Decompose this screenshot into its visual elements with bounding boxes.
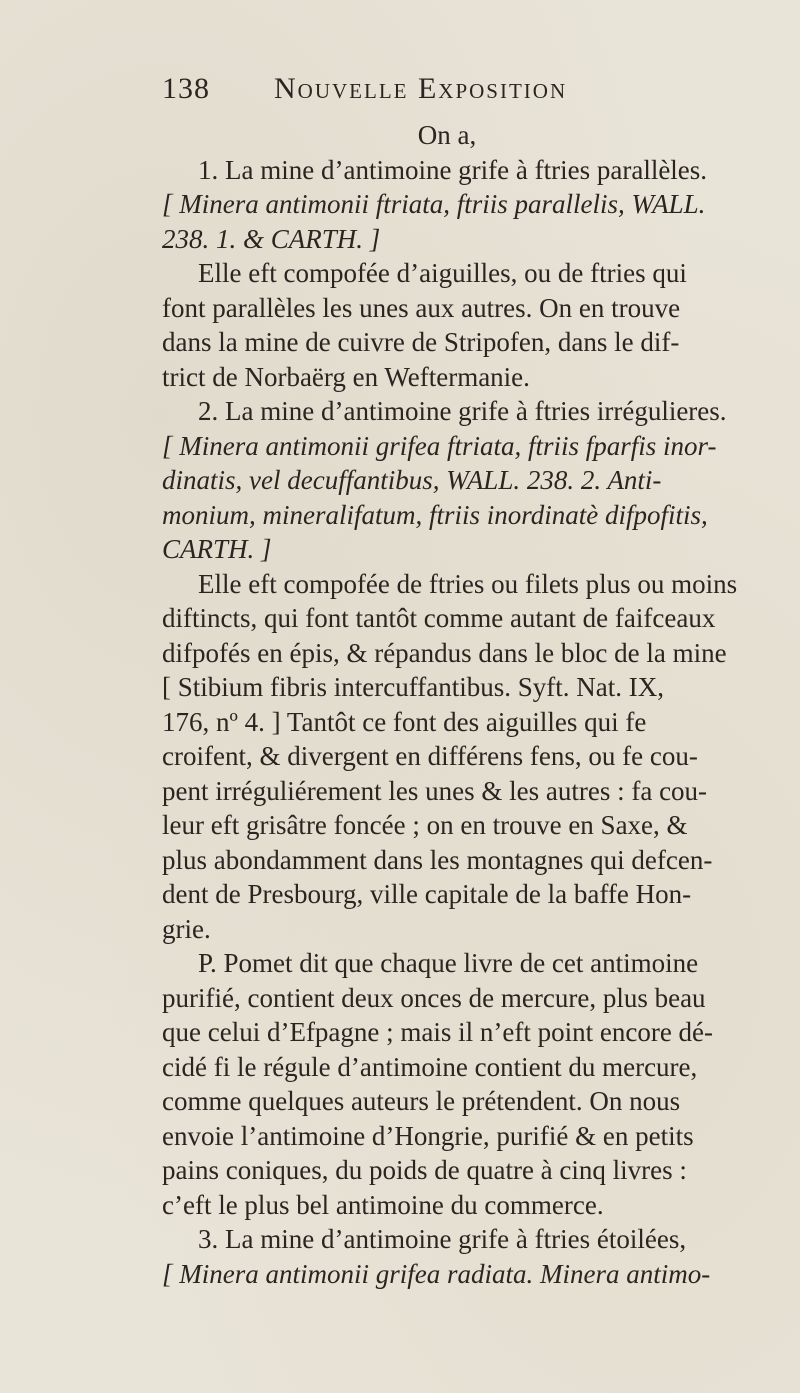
paragraph-line: c’eft le plus bel antimoine du commerce. [162,1189,604,1220]
paragraph-line: que celui d’Efpagne ; mais il n’eft point encore dé- [162,1017,714,1047]
paragraph-line: P. Pomet dit que chaque livre de cet antimoine [198,948,699,978]
paragraph-line: cidé fi le régule d’antimoine contient du mercure, [162,1051,698,1082]
entry-heading: 2. La mine d’antimoine grife à ftries irrégulieres. [198,396,727,426]
page-header [162,72,682,118]
latin-reference: [ Minera antimonii ftriata, ftriis parallelis, WALL. [162,189,706,219]
paragraph-line: trict de Norbaërg en Weftermanie. [162,361,530,392]
running-title: Nouvelle Exposition [274,72,568,105]
latin-reference: CARTH. ] [162,534,272,564]
entry-heading: 1. La mine d’antimoine grife à ftries parallèles. [198,154,708,185]
paragraph-line: envoie l’antimoine d’Hongrie, purifié & en petits [162,1120,694,1151]
intro-line: On a, [417,120,477,150]
body-text [162,118,772,1291]
paragraph-line: grie. [162,913,211,944]
paragraph-line: pent irréguliérement les unes & les autres : fa cou- [162,775,708,806]
paragraph-line: dent de Presbourg, ville capitale de la baffe Hon- [162,879,692,909]
paragraph-line: diftincts, qui font tantôt comme autant de faifceaux [162,603,716,633]
paragraph-line: dans la mine de cuivre de Stripofen, dans le dif- [162,327,680,357]
paragraph-line: leur eft grisâtre foncée ; on en trouve en Saxe, & [162,810,688,840]
latin-reference: monium, mineralifatum, ftriis inordinatè difpofitis, [162,499,708,530]
entry-heading: 3. La mine d’antimoine grife à ftries étoilées, [198,1224,687,1254]
latin-reference: 238. 1. & CARTH. ] [162,223,381,254]
paragraph-line: Elle eft compofée de ftries ou filets plus ou moins [198,568,738,599]
latin-reference: dinatis, vel decuffantibus, WALL. 238. 2. Anti- [162,465,662,495]
latin-reference: [ Minera antimonii grifea radiata. Minera antimo- [162,1258,711,1289]
paragraph-line: [ Stibium fibris intercuffantibus. Syft. Nat. IX, [162,672,664,702]
latin-reference: [ Minera antimonii grifea ftriata, ftriis fparfis inor- [162,430,717,461]
paragraph-line: plus abondamment dans les montagnes qui defcen- [162,844,713,875]
page-number: 138 [162,72,210,105]
paragraph-line: purifié, contient deux onces de mercure, plus beau [162,982,706,1013]
paragraph-line: croifent, & divergent en différens fens, ou fe cou- [162,741,698,771]
paragraph-line: difpofés en épis, & répandus dans le bloc de la mine [162,637,727,668]
paragraph-line: comme quelques auteurs le prétendent. On nous [162,1086,681,1116]
paragraph-line: font parallèles les unes aux autres. On en trouve [162,292,681,323]
paragraph-line: 176, nº 4. ] Tantôt ce font des aiguilles qui fe [162,706,647,737]
paragraph-line: pains coniques, du poids de quatre à cinq livres : [162,1155,687,1185]
paragraph-line: Elle eft compofée d’aiguilles, ou de ftries qui [198,258,687,288]
